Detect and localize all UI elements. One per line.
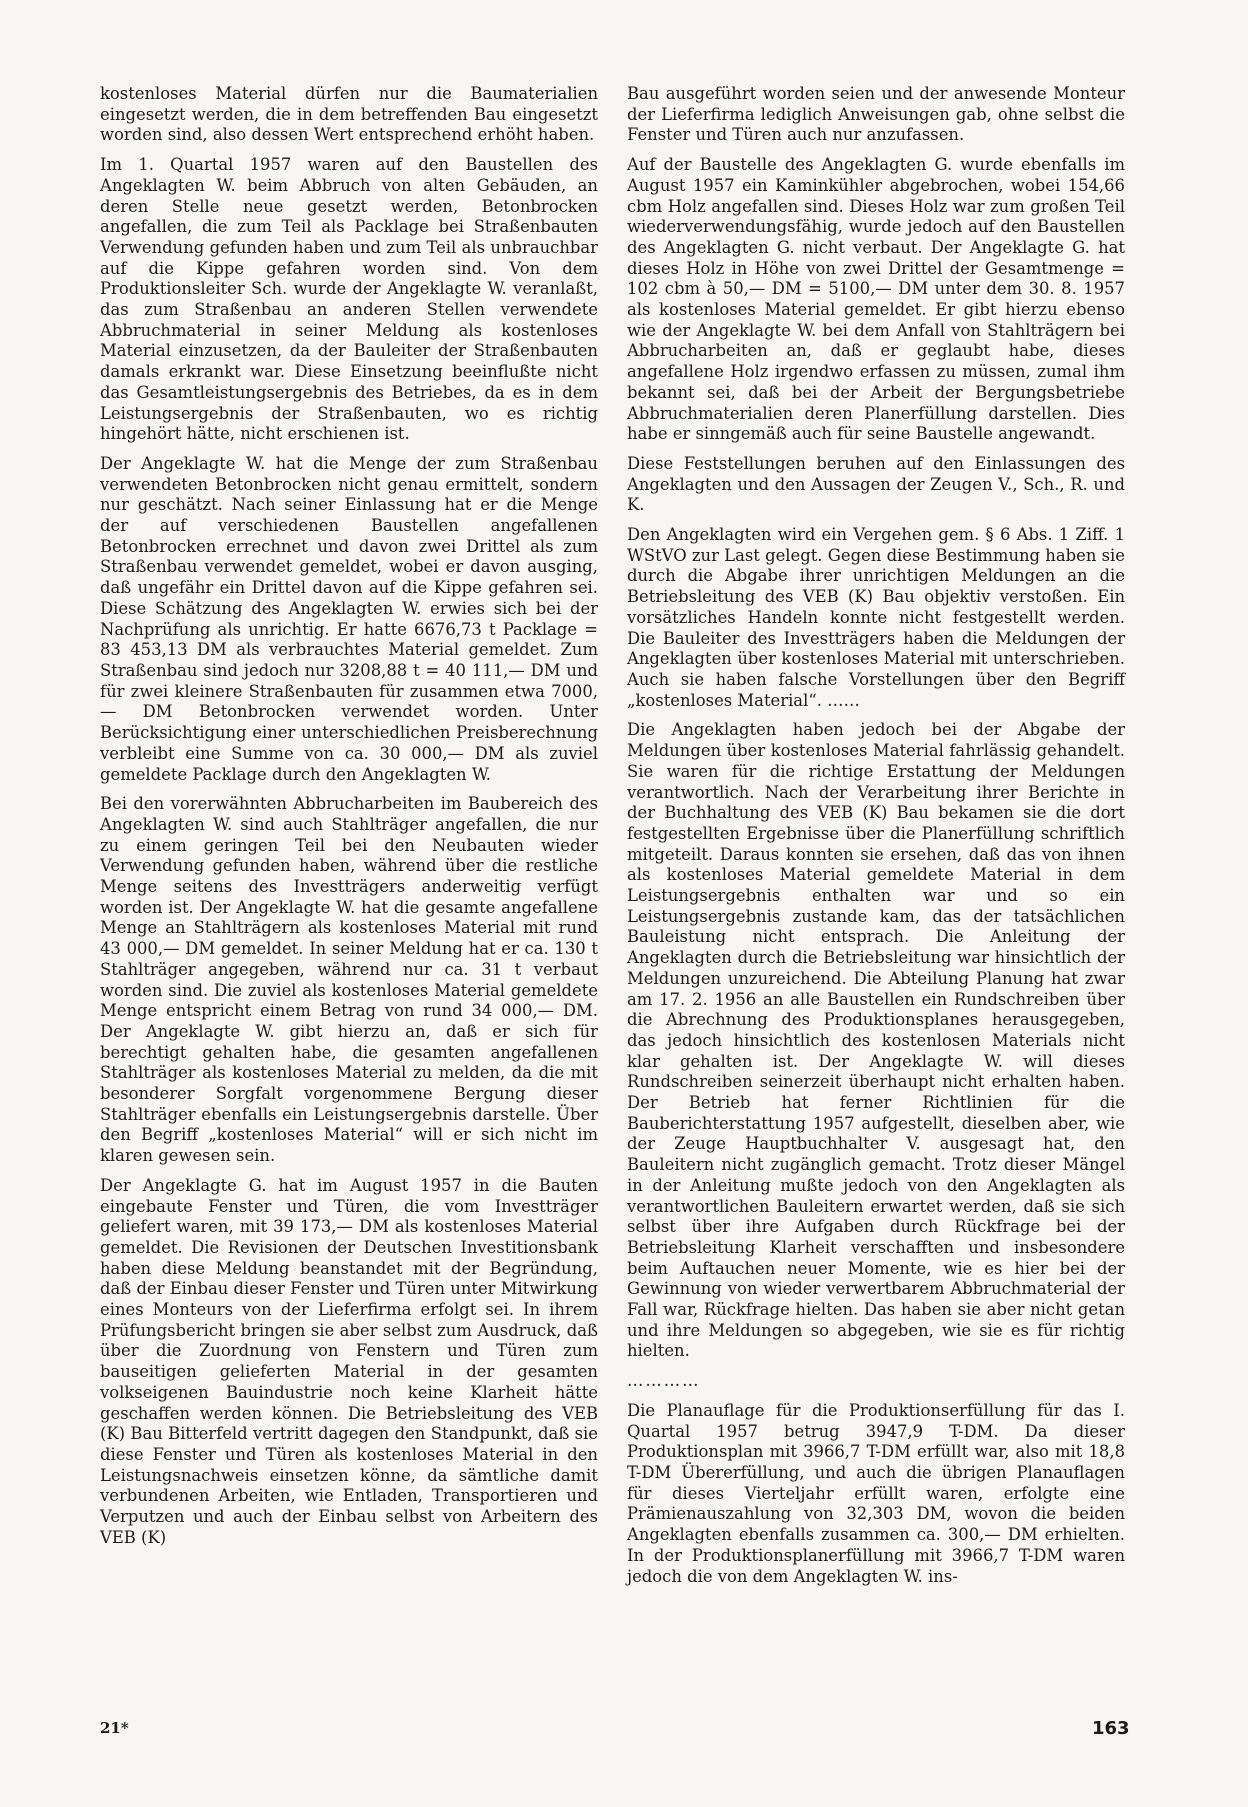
right-column [627, 84, 1125, 1596]
paragraph: Auf der Baustelle des Angeklagten G. wurde ebenfalls im August 1957 ein Kaminkühler abgebrochen, wobei 154,66 cbm Holz angefallen sind. Dieses Holz war zum großen Teil wiederverwendungsfähig, wurde jedoch auf den Baustellen des Angeklagten G. nicht verbaut. Der Angeklagte G. hat dieses Holz in Höhe von zwei Drittel der Gesamtmenge = 102 cbm à 50,— DM = 5100,— DM unter dem 30. 8. 1957 als kostenloses Material gemeldet. Er gibt hierzu ebenso wie der Angeklagte W. bei dem Anfall von Stahlträgern bei Abbrucharbeiten an, daß er geglaubt habe, dieses angefallene Holz irgendwo erfassen zu müssen, zumal ihm bekannt sei, daß bei der Arbeit der Bergungsbetriebe Abbruchmaterialien deren Planerfüllung darstellen. Dies habe er sinngemäß auch für seine Baustelle angewandt. [627, 155, 1125, 444]
signature-mark: 21* [100, 1719, 129, 1737]
paragraph: Der Angeklagte W. hat die Menge der zum Straßenbau verwendeten Betonbrocken nicht genau ermittelt, sondern nur geschätzt. Nach seiner Einlassung hat er die Menge der auf verschiedenen Baustellen angefallenen Betonbrocken errechnet und davon zwei Drittel als zum Straßenbau verwendet gemeldet, wobei er davon ausging, daß ungefähr ein Drittel davon auf die Kippe gefahren sei. Diese Schätzung des Angeklagten W. erwies sich bei der Nachprüfung als unrichtig. Er hatte 6676,73 t Packlage = 83 453,13 DM als verbrauchtes Material gemeldet. Zum Straßenbau sind jedoch nur 3208,88 t = 40 111,— DM und für zwei kleinere Straßenbauten für zusammen etwa 7000,— DM Betonbrocken verwendet worden. Unter Berücksichtigung einer unterschiedlichen Preisberechnung verbleibt eine Summe von ca. 30 000,— DM als zuviel gemeldete Packlage durch den Angeklagten W. [100, 453, 598, 784]
paragraph: kostenloses Material dürfen nur die Baumaterialien eingesetzt werden, die in dem betreffenden Bau eingesetzt worden sind, also dessen Wert entsprechend erhöht haben. [100, 84, 598, 145]
paragraph: Der Angeklagte G. hat im August 1957 in die Bauten eingebaute Fenster und Türen, die vom Investträger geliefert waren, mit 39 173,— DM als kostenloses Material gemeldet. Die Revisionen der Deutschen Investitionsbank haben diese Meldung beanstandet mit der Begründung, daß der Einbau dieser Fenster und Türen unter Mitwirkung eines Monteurs von der Lieferfirma erfolgt sei. In ihrem Prüfungsbericht bringen sie aber selbst zum Ausdruck, daß über die Zuordnung von Fenstern und Türen zum bauseitigen gelieferten Material in der gesamten volkseigenen Bauindustrie noch keine Klarheit hätte geschaffen werden können. Die Betriebsleitung des VEB (K) Bau Bitterfeld vertritt dagegen den Standpunkt, daß sie diese Fenster und Türen als kostenloses Material in den Leistungsnachweis einsetzen könne, da sämtliche damit verbundenen Arbeiten, wie Entladen, Transportieren und Verputzen und auch der Einbau selbst von Arbeitern des VEB (K) [100, 1175, 598, 1547]
paragraph: Den Angeklagten wird ein Vergehen gem. § 6 Abs. 1 Ziff. 1 WStVO zur Last gelegt. Gegen diese Bestimmung haben sie durch die Abgabe ihrer unrichtigen Meldungen an die Betriebsleitung des VEB (K) Bau objektiv verstoßen. Ein vorsätzliches Handeln konnte nicht festgestellt werden. Die Bauleiter des Investträgers haben die Meldungen der Angeklagten über kostenloses Material mit unterschrieben. Auch sie haben falsche Vorstellungen über den Begriff „kostenloses Material“. …… [627, 525, 1125, 710]
paragraph: Im 1. Quartal 1957 waren auf den Baustellen des Angeklagten W. beim Abbruch von alten Gebäuden, an deren Stelle neue gesetzt werden, Betonbrocken angefallen, die zum Teil als Packlage bei Straßenbauten Verwendung gefunden haben und zum Teil als unbrauchbar auf die Kippe gefahren worden sind. Von dem Produktionsleiter Sch. wurde der Angeklagte W. veranlaßt, das zum Straßenbau an anderen Stellen verwendete Abbruchmaterial in seiner Meldung als kostenloses Material einzusetzen, da der Bauleiter der Straßenbauten damals erkrankt war. Diese Einsetzung beeinflußte nicht das Gesamtleistungsergebnis des Betriebes, da es in dem Leistungsergebnis der Straßenbauten, wo es richtig hingehört hätte, nicht erschienen ist. [100, 155, 598, 444]
left-column [100, 84, 598, 1558]
paragraph: Die Angeklagten haben jedoch bei der Abgabe der Meldungen über kostenloses Material fahrlässig gehandelt. Sie waren für die richtige Erstattung der Meldungen verantwortlich. Nach der Verarbeitung ihrer Berichte in der Buchhaltung des VEB (K) Bau bekamen sie die dort festgestellten Ergebnisse über die Planerfüllung schriftlich mitgeteilt. Daraus konnten sie ersehen, daß das von ihnen als kostenloses Material gemeldete Material in dem Leistungsergebnis enthalten war und so ein Leistungsergebnis zustande kam, das der tatsächlichen Bauleistung nicht entsprach. Die Anleitung der Angeklagten durch die Betriebsleitung war hinsichtlich der Meldungen unzureichend. Die Abteilung Planung hat zwar am 17. 2. 1956 an alle Baustellen ein Rundschreiben über die Abrechnung des Produktionsplanes herausgegeben, das jedoch hinsichtlich des kostenlosen Materials nicht klar gehalten ist. Der Angeklagte W. will dieses Rundschreiben seinerzeit überhaupt nicht erhalten haben. Der Betrieb hat ferner Richtlinien für die Bauberichterstattung 1957 aufgestellt, dieselben aber, wie der Zeuge Hauptbuchhalter V. ausgesagt hat, den Bauleitern nicht zugänglich gemacht. Trotz dieser Mängel in der Anleitung mußte jedoch von den Angeklagten als verantwortlichen Bauleitern erwartet werden, daß sie sich selbst über ihre Aufgaben durch Rückfrage bei der Betriebsleitung Klarheit verschafften und insbesondere beim Auftauchen neuer Momente, wie es hier bei der Gewinnung von wieder verwertbarem Abbruchmaterial der Fall war, Rückfrage hielten. Das haben sie aber nicht getan und ihre Meldungen so abgegeben, wie sie es für richtig hielten. [627, 720, 1125, 1361]
paragraph: Bei den vorerwähnten Abbrucharbeiten im Baubereich des Angeklagten W. sind auch Stahlträger angefallen, die nur zu einem geringen Teil bei den Neubauten wieder Verwendung gefunden haben, während über die restliche Menge seitens des Investträgers anderweitig verfügt worden ist. Der Angeklagte W. hat die gesamte angefallene Menge an Stahlträgern als kostenloses Material mit rund 43 000,— DM gemeldet. In seiner Meldung hat er ca. 130 t Stahlträger angegeben, während nur ca. 31 t verbaut worden sind. Die zuviel als kostenloses Material gemeldete Menge entspricht einem Betrag von rund 34 000,— DM. Der Angeklagte W. gibt hierzu an, daß er sich für berechtigt gehalten habe, die gesamten angefallenen Stahlträger als kostenloses Material zu melden, da die mit besonderer Sorgfalt vorgenommene Bergung dieser Stahlträger ebenfalls ein Leistungsergebnis darstelle. Über den Begriff „kostenloses Material“ will er sich nicht im klaren gewesen sein. [100, 794, 598, 1166]
ellipsis-separator: ………… [627, 1371, 701, 1391]
paragraph: Die Planauflage für die Produktionserfüllung für das I. Quartal 1957 betrug 3947,9 T-DM. Da dieser Produktionsplan mit 3966,7 T-DM erfüllt war, also mit 18,8 T-DM Übererfüllung, und auch die übrigen Planauflagen für dieses Vierteljahr erfüllt waren, erfolgte eine Prämienauszahlung von 32,303 DM, wovon die beiden Angeklagten ebenfalls zusammen ca. 300,— DM erhielten. In der Produktionsplanerfüllung mit 3966,7 T-DM waren jedoch die von dem Angeklagten W. ins- [627, 1400, 1125, 1586]
paragraph: Diese Feststellungen beruhen auf den Einlassungen des Angeklagten und den Aussagen der Zeugen V., Sch., R. und K. [627, 453, 1125, 515]
paragraph: Bau ausgeführt worden seien und der anwesende Monteur der Lieferfirma lediglich Anweisungen gab, ohne selbst die Fenster und Türen auch nur anzufassen. [627, 84, 1125, 145]
page-number: 163 [1092, 1718, 1130, 1739]
